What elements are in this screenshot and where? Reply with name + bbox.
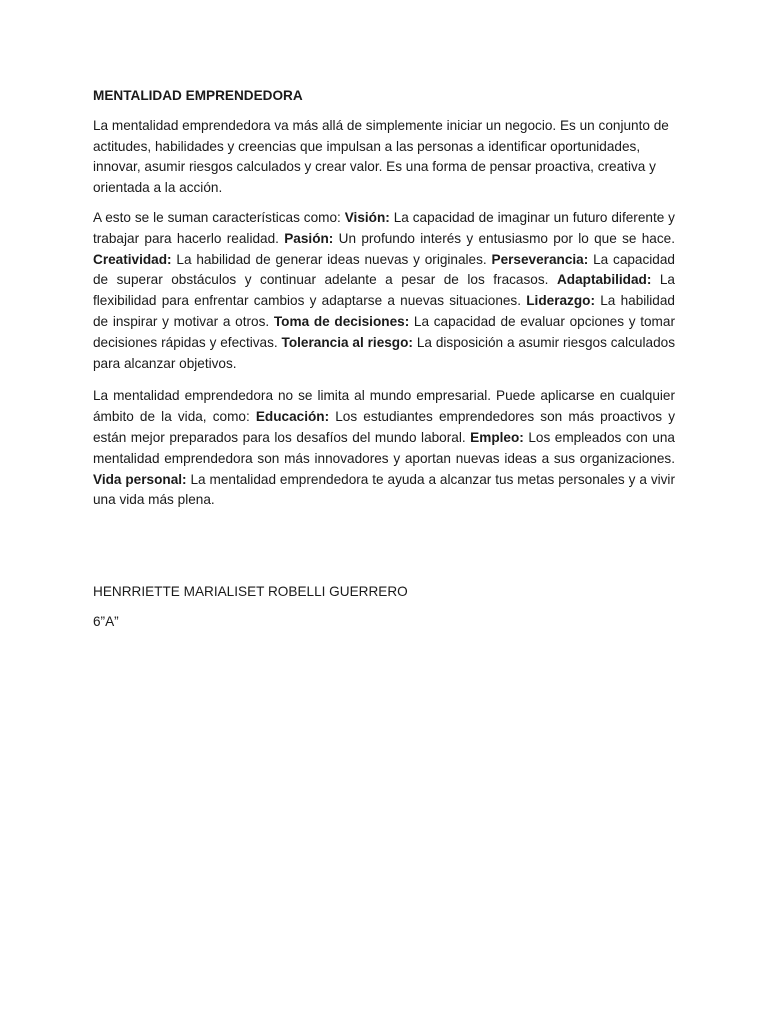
term-vida-personal: Vida personal: xyxy=(93,471,187,487)
definition-creatividad: La habilidad de generar ideas nuevas y originales. xyxy=(171,251,492,267)
author-name: HENRRIETTE MARIALISET ROBELLI GUERRERO xyxy=(93,584,408,600)
definition-vision: La capacidad de imaginar un futuro diferente y trabajar para hacerlo realidad. xyxy=(93,209,675,246)
definition-perseverancia: La capacidad de superar obstáculos y continuar adelante a pesar de los fracasos. xyxy=(93,251,675,288)
term-empleo: Empleo: xyxy=(470,429,524,445)
definition-educacion: Los estudiantes emprendedores son más proactivos y están mejor preparados para los desafíos del mundo laboral. xyxy=(93,409,675,445)
paragraph-characteristics xyxy=(93,208,675,374)
term-pasion: Pasión: xyxy=(284,230,334,246)
term-perseverancia: Perseverancia: xyxy=(491,251,589,267)
term-liderazgo: Liderazgo: xyxy=(526,293,595,309)
document-title: MENTALIDAD EMPRENDEDORA xyxy=(93,88,303,103)
term-creatividad: Creatividad: xyxy=(93,251,172,267)
paragraph-intro: La mentalidad emprendedora va más allá de simplemente iniciar un negocio. Es un conjunto de actitudes, habilidades y creencias que impulsan a las personas a identificar oportunidades, innovar, asumir riesgos calculados y crear valor. Es una forma de pensar proactiva, creativa y orientada a la acción. xyxy=(93,117,669,196)
term-toma-de-decisiones: Toma de decisiones: xyxy=(273,313,410,329)
paragraph-applications-intro: La mentalidad emprendedora no se limita al mundo empresarial. Puede aplicarse en cualquier ámbito de la vida, como: xyxy=(93,388,675,425)
definition-vida-personal: La mentalidad emprendedora te ayuda a alcanzar tus metas personales y a vivir una vida más plena. xyxy=(93,471,675,508)
grade-label: 6”A” xyxy=(93,613,119,629)
paragraph-characteristics-intro: A esto se le suman características como: xyxy=(93,209,345,225)
definition-tolerancia-al-riesgo: La disposición a asumir riesgos calculados para alcanzar objetivos. xyxy=(93,334,675,371)
paragraph-applications xyxy=(93,386,675,511)
definition-empleo: Los empleados con una mentalidad emprendedora son más innovadores y aportan nuevas ideas a sus organizaciones. xyxy=(93,429,675,466)
definition-pasion: Un profundo interés y entusiasmo por lo que se hace. xyxy=(333,230,675,246)
definition-toma-de-decisiones: La capacidad de evaluar opciones y tomar decisiones rápidas y efectivas. xyxy=(93,313,675,350)
document-body xyxy=(93,86,675,642)
term-tolerancia-al-riesgo: Tolerancia al riesgo: xyxy=(281,334,413,350)
term-vision: Visión: xyxy=(344,209,390,225)
definition-adaptabilidad: La flexibilidad para enfrentar cambios y adaptarse a nuevas situaciones. xyxy=(93,272,675,309)
term-adaptabilidad: Adaptabilidad: xyxy=(556,272,652,288)
term-educacion: Educación: xyxy=(255,409,330,425)
definition-liderazgo: La habilidad de inspirar y motivar a otros. xyxy=(93,293,675,329)
